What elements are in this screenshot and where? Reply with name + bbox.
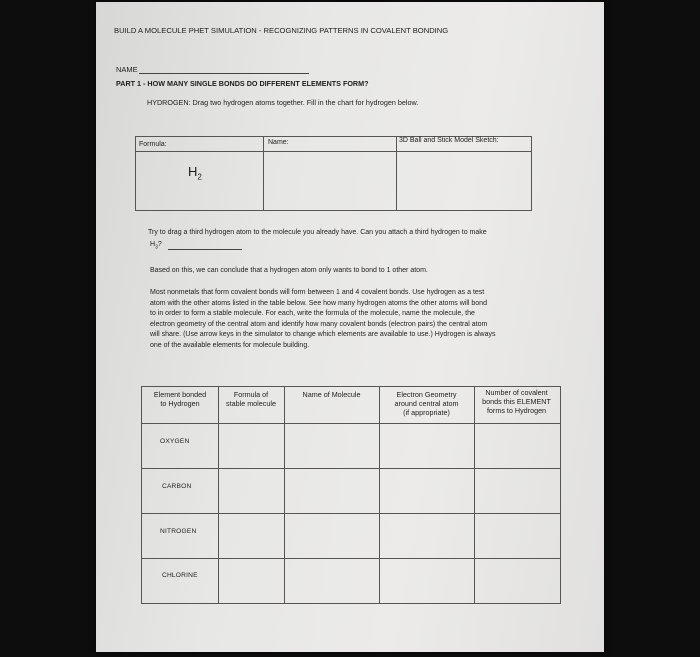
element-table-col-divider (284, 386, 285, 603)
element-table-row-divider (142, 558, 560, 559)
paragraph-line: electron geometry of the central atom and identify how many covalent bonds (electron pairs) the central atom (150, 320, 488, 328)
hydrogen-table-header-divider (136, 151, 531, 152)
formula-h2: $H_2$ (188, 164, 202, 182)
worksheet-page (96, 2, 604, 652)
paragraph-line: Most nonmetals that form covalent bonds will form between 1 and 4 covalent bonds. Use hydrogen as a test (150, 289, 485, 296)
header-formula: Formula of stable molecule (226, 390, 276, 408)
paragraph-line: atom with the other atoms listed in the table below. See how many hydrogen atoms the other atoms will bond (150, 299, 487, 307)
element-table (141, 386, 561, 604)
name-header-label: Name: (268, 139, 289, 146)
element-table-col-divider (379, 386, 380, 603)
element-table-row-divider (142, 468, 560, 469)
third-hydrogen-question: Try to drag a third hydrogen atom to the molecule you already have. Can you attach a third hydrogen to make (148, 229, 487, 236)
paragraph-line: one of the available elements for molecule building. (150, 341, 310, 349)
row-label-chlorine: CHLORINE (162, 572, 198, 579)
worksheet-header: BUILD A MOLECULE PHET SIMULATION - RECOGNIZING PATTERNS IN COVALENT BONDING (114, 26, 449, 35)
row-label-nitrogen: NITROGEN (160, 528, 197, 535)
element-table-row-divider (142, 513, 560, 514)
hydrogen-table-divider-2 (396, 136, 397, 210)
hydrogen-instruction: HYDROGEN: Drag two hydrogen atoms together. Fill in the chart for hydrogen below. (147, 98, 419, 107)
element-table-col-divider (218, 386, 219, 603)
header-electron-geometry: Electron Geometry around central atom (if appropriate) (394, 390, 459, 417)
third-hydrogen-answer-line (168, 249, 242, 250)
conclusion-text: Based on this, we can conclude that a hydrogen atom only wants to bond to 1 other atom. (150, 267, 428, 274)
row-label-carbon: CARBON (162, 483, 192, 490)
hydrogen-table-divider-1 (263, 136, 264, 210)
third-hydrogen-formula: $H_3$? (150, 241, 162, 251)
element-table-col-divider (474, 386, 475, 603)
paragraph-line: to in order to form a stable molecule. For each, write the formula of the molecule, name the molecule, the (150, 310, 475, 317)
sketch-label: 3D Ball and Stick Model Sketch: (399, 137, 499, 144)
formula-label: Formula: (139, 141, 167, 148)
element-table-row-divider (142, 423, 560, 424)
row-label-oxygen: OXYGEN (160, 438, 190, 445)
name-blank-line (139, 73, 309, 74)
header-molecule-name: Name of Molecule (302, 390, 361, 399)
name-label: NAME (116, 65, 138, 74)
paragraph-line: will share. (Use arrow keys in the simulator to change which elements are available to use.) Hydrogen is always (150, 331, 496, 338)
header-element-bonded: Element bonded to Hydrogen (153, 390, 207, 408)
header-covalent-bonds: Number of covalent bonds this ELEMENT forms to Hydrogen (482, 388, 551, 415)
part1-title: PART 1 - HOW MANY SINGLE BONDS DO DIFFERENT ELEMENTS FORM? (116, 79, 369, 88)
instructions-paragraph (150, 288, 496, 351)
